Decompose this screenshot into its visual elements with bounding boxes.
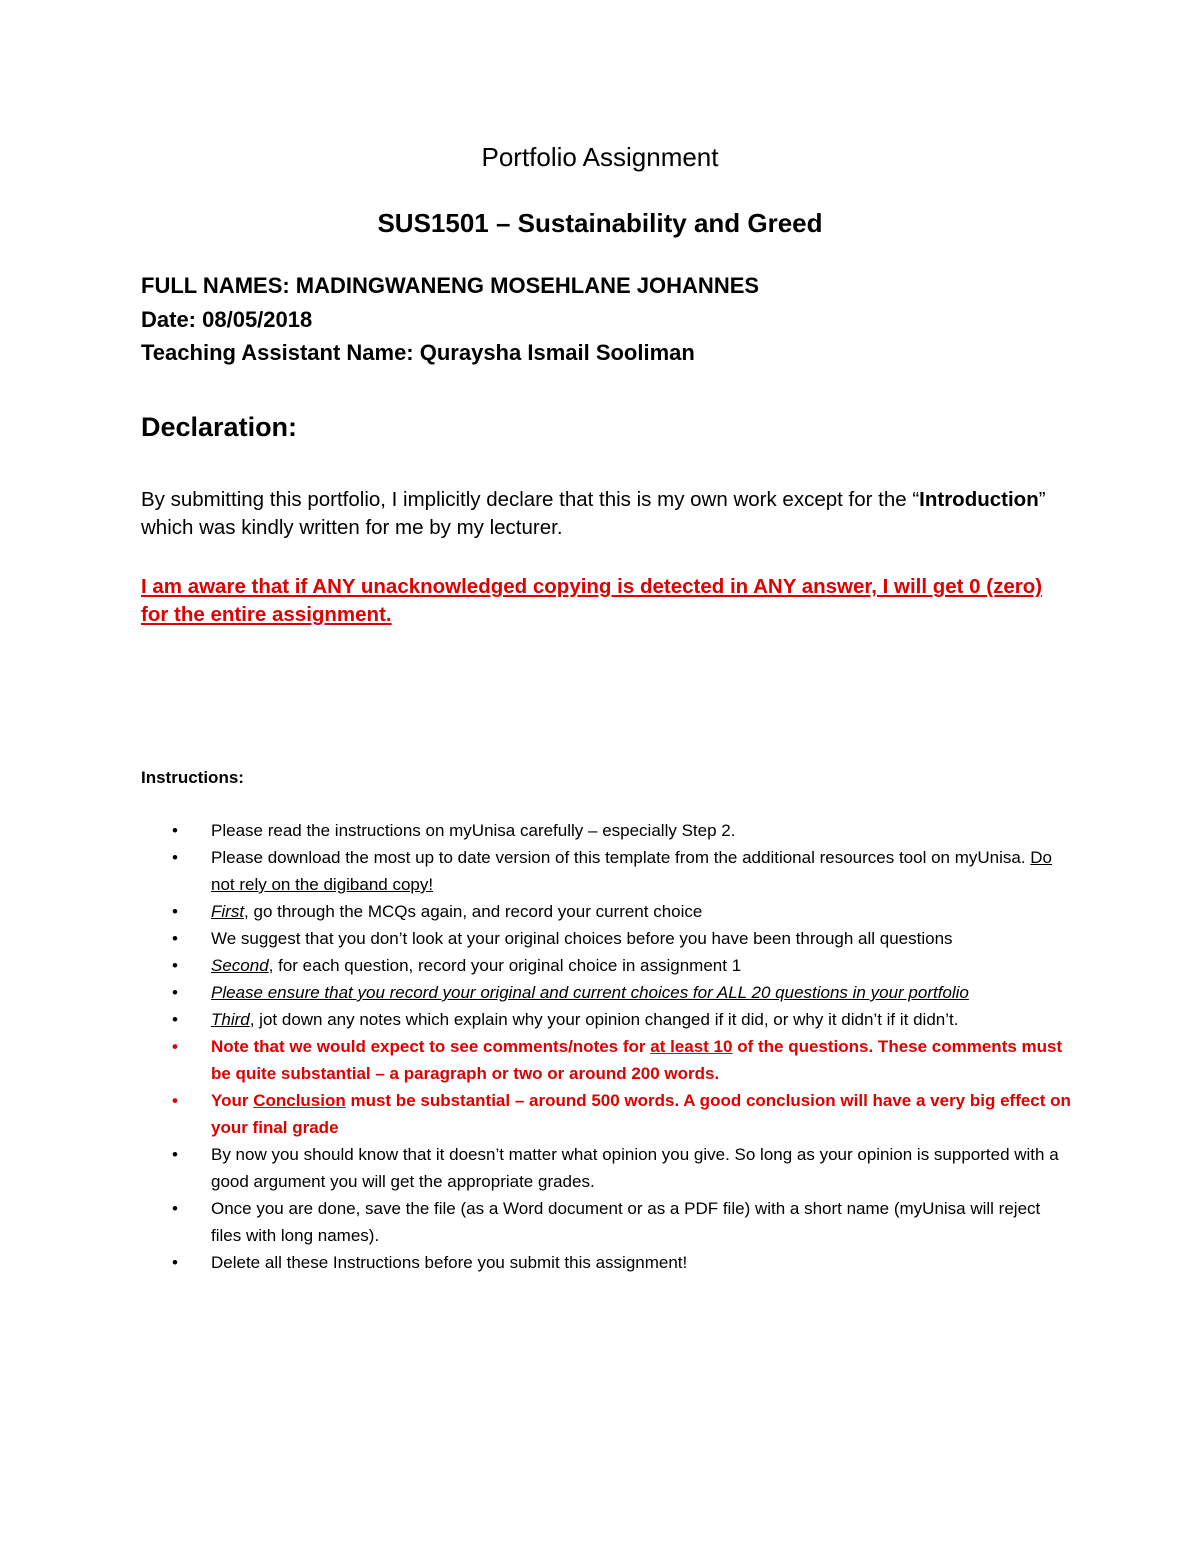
instruction-emphasis: Please ensure that you record your original and current choices for ALL 20 questions in your portfolio — [211, 983, 969, 1002]
list-item — [141, 1249, 1071, 1276]
instruction-emphasis: First — [211, 902, 245, 921]
bullet-icon: • — [172, 902, 178, 921]
declaration-heading: Declaration: — [141, 412, 298, 442]
bullet-icon: • — [172, 1253, 178, 1272]
list-item — [141, 925, 1071, 952]
instruction-underlined-text: Do not rely on the digiband copy! — [211, 848, 1053, 894]
instruction-emphasis: Third — [211, 1010, 250, 1029]
bullet-icon: • — [172, 929, 178, 948]
instruction-text: , jot down any notes which explain why your opinion changed if it did, or why it didn’t if it didn’t. — [249, 1010, 959, 1029]
list-item — [141, 1141, 1071, 1195]
instruction-text: By now you should know that it doesn’t matter what opinion you give. So long as your opinion is supported with a good argument you will get the appropriate grades. — [211, 1145, 1059, 1191]
bullet-icon: • — [172, 821, 178, 840]
instruction-underlined-text: at least 10 — [650, 1037, 733, 1056]
instruction-underlined-text: Conclusion — [253, 1091, 346, 1110]
instruction-text: , go through the MCQs again, and record your current choice — [244, 902, 703, 921]
bullet-icon: • — [172, 848, 178, 867]
list-item — [141, 844, 1071, 898]
instruction-text: We suggest that you don’t look at your original choices before you have been through all questions — [211, 929, 953, 948]
instruction-text: Please read the instructions on myUnisa carefully – especially Step 2. — [211, 821, 736, 840]
list-item — [141, 952, 1071, 979]
full-names-line: FULL NAMES: MADINGWANENG MOSEHLANE JOHANNES — [141, 273, 760, 298]
instruction-text: Please download the most up to date version of this template from the additional resources tool on myUnisa. — [211, 848, 1031, 867]
list-item — [141, 979, 1071, 1006]
instruction-text: Delete all these Instructions before you submit this assignment! — [211, 1253, 688, 1272]
teaching-assistant-line: Teaching Assistant Name: Quraysha Ismail Sooliman — [141, 340, 695, 365]
declaration-text — [141, 486, 1061, 542]
copying-warning: I am aware that if ANY unacknowledged copying is detected in ANY answer, I will get 0 (zero) for the entire assignment. — [141, 575, 1043, 626]
instruction-emphasis: Second — [211, 956, 269, 975]
instruction-text: Your — [211, 1091, 254, 1110]
instructions-list — [141, 817, 1071, 1276]
page-title: Portfolio Assignment — [481, 142, 719, 172]
declaration-text-start: By submitting this portfolio, I implicitly declare that this is my own work except for the “ — [141, 488, 920, 511]
list-item — [141, 1195, 1071, 1249]
list-item — [141, 1087, 1071, 1141]
list-item — [141, 898, 1071, 925]
bullet-icon: • — [172, 1091, 178, 1110]
instruction-text: must be substantial – around 500 words. A good conclusion will have a very big effect on your final grade — [211, 1091, 1071, 1137]
instruction-text: Note that we would expect to see comments/notes for — [211, 1037, 651, 1056]
list-item — [141, 1033, 1071, 1087]
instruction-text: , for each question, record your original choice in assignment 1 — [268, 956, 742, 975]
instructions-heading: Instructions: — [141, 768, 244, 787]
bullet-icon: • — [172, 1145, 178, 1164]
instruction-text: of the questions. These comments must be quite substantial – a paragraph or two or around 200 words. — [211, 1037, 1063, 1083]
bullet-icon: • — [172, 956, 178, 975]
list-item — [141, 817, 1071, 844]
bullet-icon: • — [172, 1010, 178, 1029]
bullet-icon: • — [172, 1199, 178, 1218]
declaration-text-introduction: Introduction — [919, 488, 1039, 511]
declaration-text-end: ” which was kindly written for me by my lecturer. — [141, 488, 1046, 539]
instruction-text: Once you are done, save the file (as a Word document or as a PDF file) with a short name (myUnisa will reject files with long names). — [211, 1199, 1041, 1245]
date-line: Date: 08/05/2018 — [141, 307, 313, 332]
list-item — [141, 1006, 1071, 1033]
bullet-icon: • — [172, 983, 178, 1002]
bullet-icon: • — [172, 1037, 178, 1056]
course-title: SUS1501 – Sustainability and Greed — [377, 208, 823, 238]
